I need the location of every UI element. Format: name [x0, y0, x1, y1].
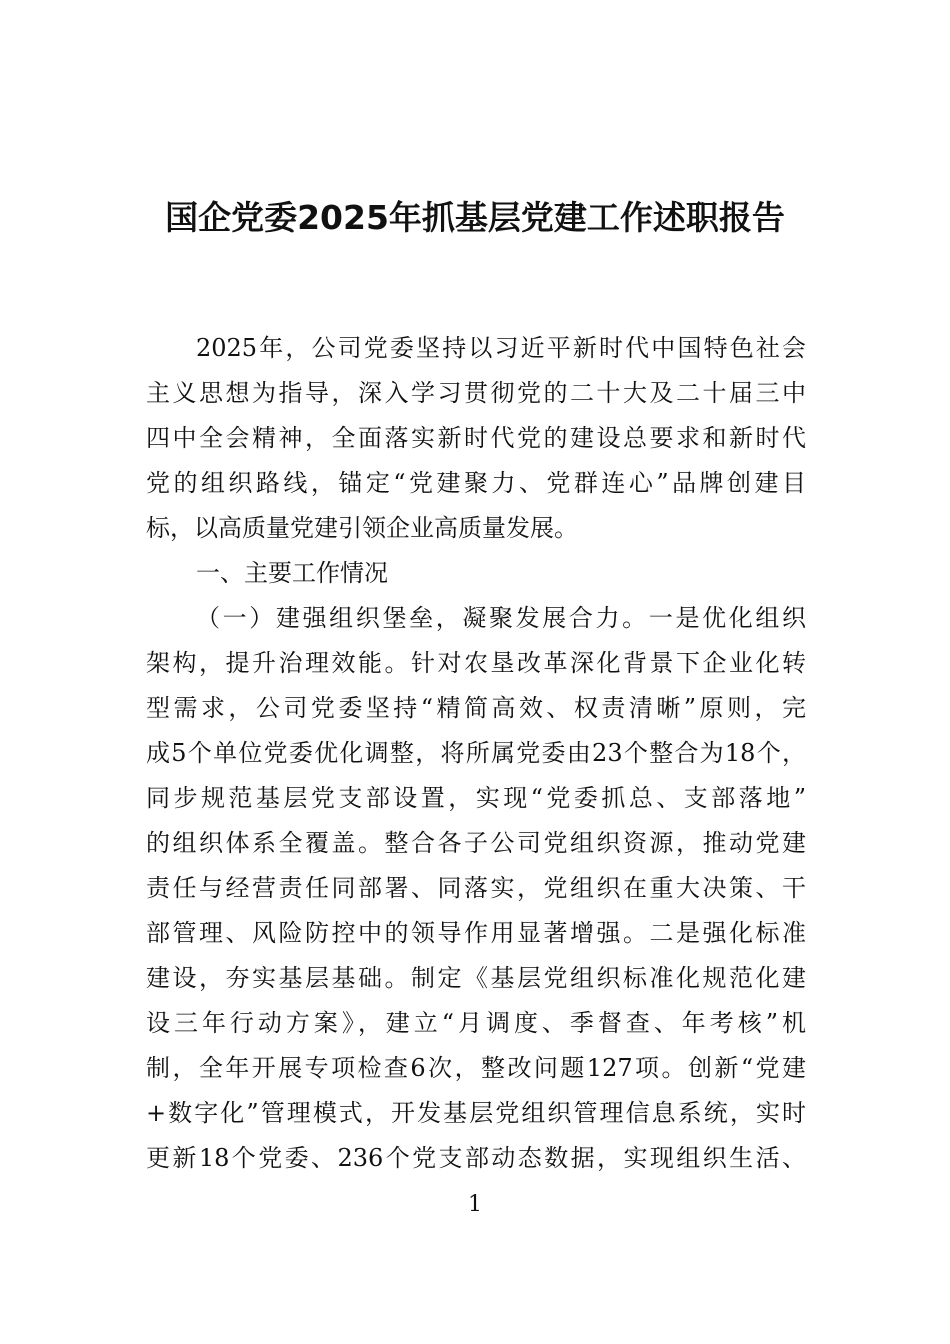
body-line: 责任与经营责任同部署、同落实，党组织在重大决策、干: [146, 874, 806, 902]
subsection-first-line-rest: 一是优化组织: [648, 604, 807, 632]
intro-line: 党的组织路线，锚定“党建聚力、党群连心”品牌创建目: [146, 469, 806, 497]
intro-line: 标，以高质量党建引领企业高质量发展。: [146, 514, 578, 542]
subsection-heading: （一）建强组织堡垒，凝聚发展合力。: [196, 604, 649, 632]
document-title: 国企党委2025年抓基层党建工作述职报告: [165, 198, 785, 237]
body-line: 建设，夯实基层基础。制定《基层党组织标准化规范化建: [146, 964, 806, 992]
body-line: +数字化”管理模式，开发基层党组织管理信息系统，实时: [146, 1099, 806, 1127]
intro-line: 2025年，公司党委坚持以习近平新时代中国特色社会: [196, 334, 806, 362]
body-line: 制，全年开展专项检查6次，整改问题127项。创新“党建: [146, 1054, 806, 1082]
body-line: 部管理、风险防控中的领导作用显著增强。二是强化标准: [146, 919, 806, 947]
body-line: 架构，提升治理效能。针对农垦改革深化背景下企业化转: [146, 649, 806, 677]
intro-line: 主义思想为指导，深入学习贯彻党的二十大及二十届三中: [146, 379, 806, 407]
body-line: 设三年行动方案》，建立“月调度、季督查、年考核”机: [146, 1009, 806, 1037]
body-line: 成5个单位党委优化调整，将所属党委由23个整合为18个，: [146, 739, 806, 767]
subsection-first-line: [146, 596, 806, 641]
body-line: 的组织体系全覆盖。整合各子公司党组织资源，推动党建: [146, 829, 806, 857]
body-line: 更新18个党委、236个党支部动态数据，实现组织生活、: [146, 1144, 806, 1172]
page-number: 1: [468, 1192, 482, 1217]
intro-line: 四中全会精神，全面落实新时代党的建设总要求和新时代: [146, 424, 806, 452]
body-line: 型需求，公司党委坚持“精简高效、权责清晰”原则，完: [146, 694, 806, 722]
body-line: 同步规范基层党支部设置，实现“党委抓总、支部落地”: [146, 784, 806, 812]
section-heading: 一、主要工作情况: [196, 559, 388, 587]
document-body: [146, 326, 806, 1181]
